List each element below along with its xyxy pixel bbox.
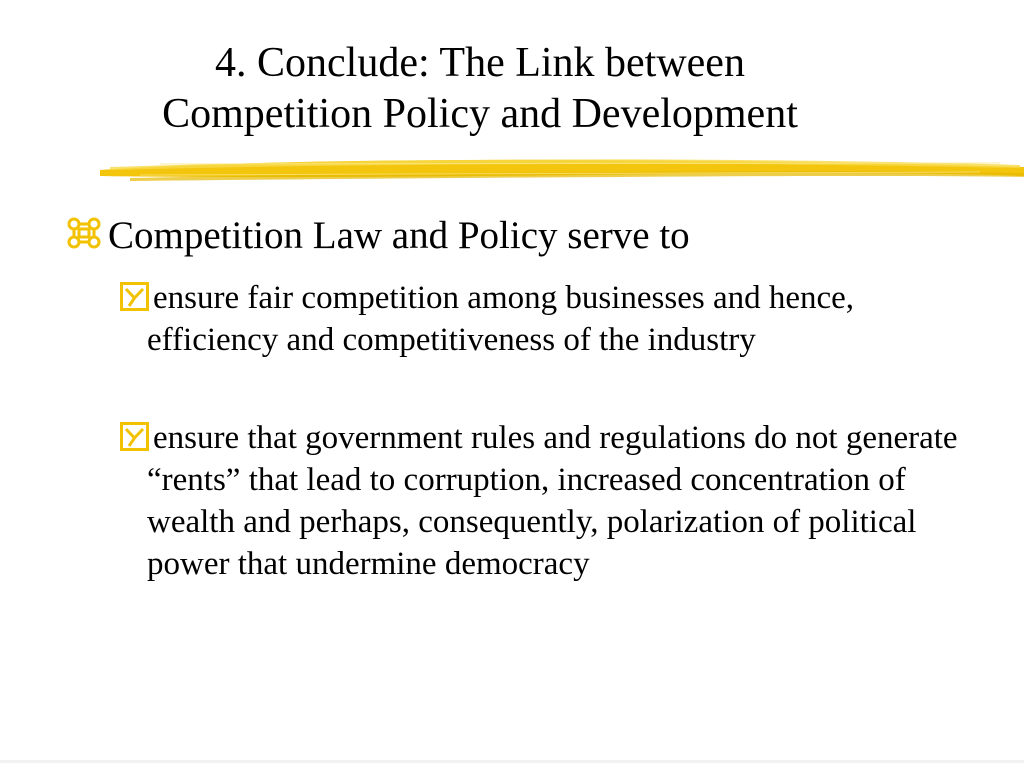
slide-title-line-2: Competition Policy and Development — [162, 91, 798, 137]
sub-bullet-1-text: ensure fair competition among businesses and hence, efficiency and competitiveness of the industry — [147, 280, 855, 358]
sub-bullet-2 — [120, 417, 977, 585]
slide-title — [60, 38, 900, 140]
bottom-divider — [0, 760, 1024, 763]
title-underline-brush-stroke — [100, 150, 1024, 186]
sub-bullet-1 — [120, 277, 977, 361]
command-key-icon — [66, 212, 108, 260]
checkbox-y-icon — [120, 282, 149, 311]
main-bullet — [66, 212, 690, 260]
main-bullet-text: Competition Law and Policy serve to — [108, 214, 690, 257]
checkbox-y-icon — [120, 422, 149, 451]
sub-bullet-2-text: ensure that government rules and regulations do not generate “rents” that lead to corruption, increased concentration of wealth and perhaps, consequently, polarization of political power that undermine democracy — [147, 420, 958, 582]
slide-title-line-1: 4. Conclude: The Link between — [215, 40, 745, 86]
